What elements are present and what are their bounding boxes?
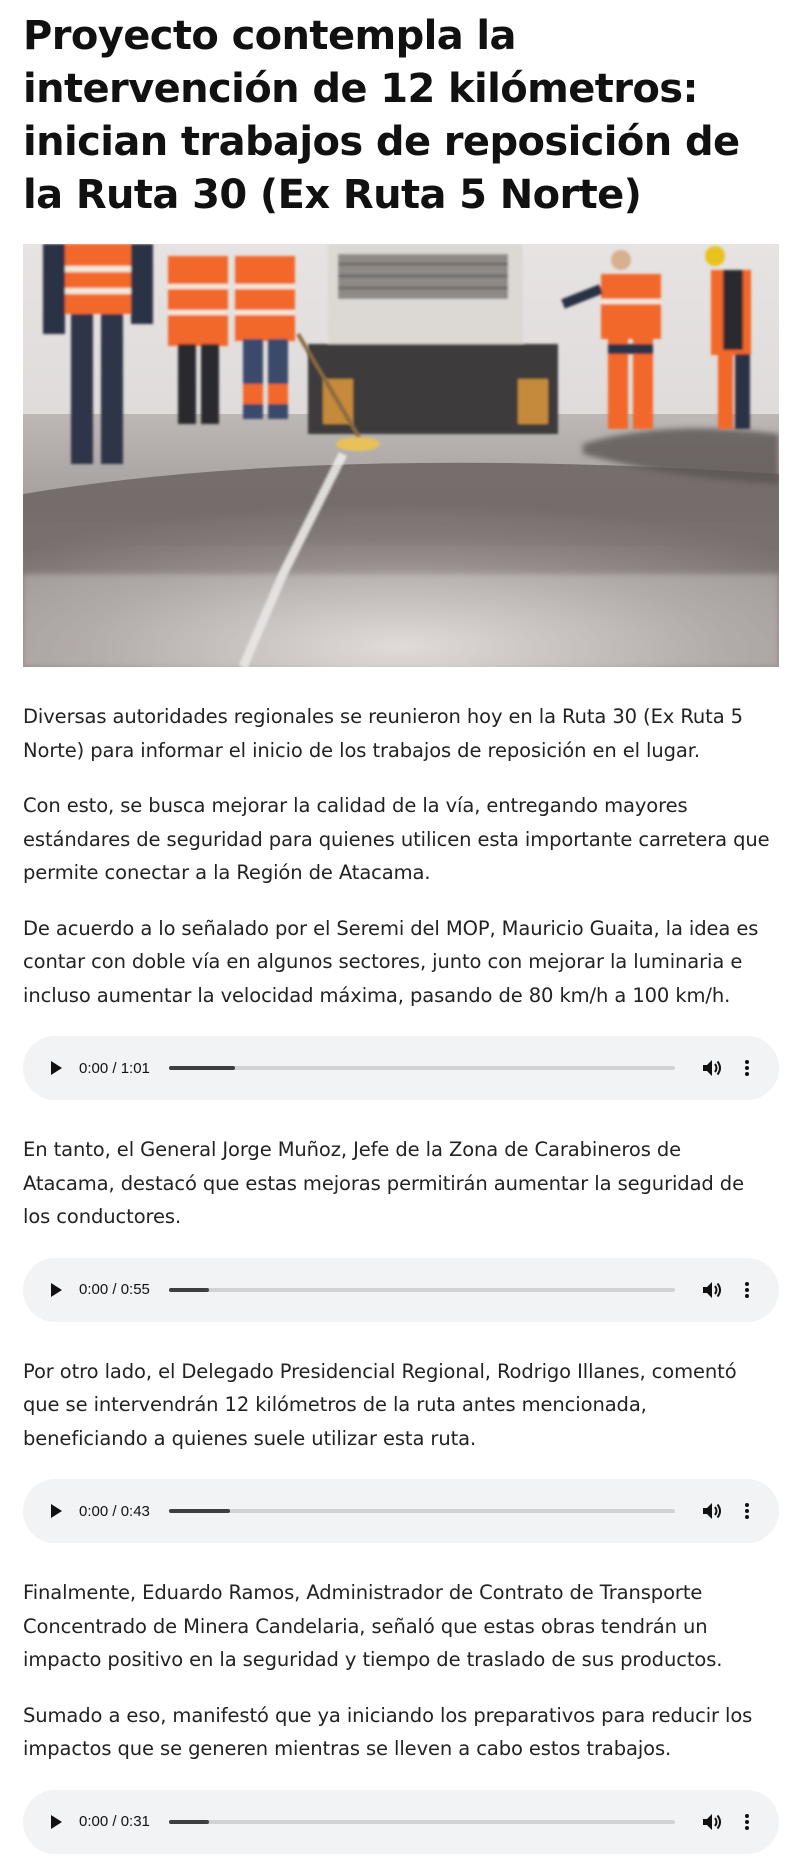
audio-buffered-bar — [169, 1820, 209, 1824]
audio-time: 0:00 / 0:31 — [79, 1813, 150, 1830]
audio-progress-track[interactable] — [169, 1288, 675, 1292]
hero-image — [23, 244, 779, 667]
audio-player[interactable] — [23, 1036, 779, 1100]
volume-icon — [702, 1281, 722, 1299]
more-options-button[interactable] — [737, 1279, 757, 1301]
more-options-button[interactable] — [737, 1057, 757, 1079]
audio-time: 0:00 / 1:01 — [79, 1059, 150, 1077]
play-icon — [49, 1814, 63, 1830]
volume-button[interactable] — [701, 1500, 723, 1522]
more-options-button[interactable] — [737, 1500, 757, 1522]
more-options-icon — [744, 1281, 750, 1299]
article-paragraph: Diversas autoridades regionales se reunieron hoy en la Ruta 30 (Ex Ruta 5 Norte) para informar el inicio de los trabajos de reposición en el lugar. — [23, 705, 743, 762]
article-paragraph: Por otro lado, el Delegado Presidencial Regional, Rodrigo Illanes, comentó que se intervendrán 12 kilómetros de la ruta antes mencionada, beneficiando a quienes suele utilizar esta ruta. — [23, 1359, 737, 1450]
article-paragraph: En tanto, el General Jorge Muñoz, Jefe de la Zona de Carabineros de Atacama, destacó que estas mejoras permitirán aumentar la seguridad de los conductores. — [23, 1138, 744, 1228]
volume-button[interactable] — [701, 1057, 723, 1079]
play-button[interactable] — [45, 1500, 67, 1522]
road-works-photo-icon — [23, 244, 779, 667]
audio-buffered-bar — [169, 1288, 209, 1292]
audio-time: 0:00 / 0:55 — [79, 1281, 150, 1298]
play-icon — [49, 1503, 63, 1519]
audio-progress-track[interactable] — [169, 1509, 675, 1513]
audio-buffered-bar — [169, 1509, 230, 1513]
volume-icon — [702, 1502, 722, 1520]
article-paragraph: Con esto, se busca mejorar la calidad de la vía, entregando mayores estándares de seguridad para quienes utilicen esta importante carretera que permite conectar a la Región de Atacama. — [23, 794, 770, 884]
play-button[interactable] — [45, 1057, 67, 1079]
audio-time: 0:00 / 0:43 — [79, 1502, 150, 1520]
play-icon — [49, 1060, 63, 1076]
volume-icon — [702, 1813, 722, 1831]
audio-player[interactable] — [23, 1258, 779, 1322]
volume-button[interactable] — [701, 1279, 723, 1301]
volume-icon — [702, 1059, 722, 1077]
audio-progress-track[interactable] — [169, 1066, 675, 1070]
more-options-button[interactable] — [737, 1811, 757, 1833]
audio-player[interactable] — [23, 1790, 779, 1854]
play-icon — [49, 1282, 63, 1298]
article-paragraph: Finalmente, Eduardo Ramos, Administrador de Contrato de Transporte Concentrado de Minera Candelaria, señaló que estas obras tendrán un impacto positivo en la seguridad y tiempo de traslado de sus productos. — [23, 1581, 723, 1671]
audio-player[interactable] — [23, 1479, 779, 1543]
more-options-icon — [744, 1813, 750, 1831]
article-paragraph: Sumado a eso, manifestó que ya iniciando los preparativos para reducir los impactos que se generen mientras se lleven a cabo estos trabajos. — [23, 1703, 753, 1760]
article-headline: Proyecto contempla la intervención de 12 kilómetros: inician trabajos de reposición de la Ruta 30 (Ex Ruta 5 Norte) — [23, 13, 740, 218]
more-options-icon — [744, 1059, 750, 1077]
play-button[interactable] — [45, 1811, 67, 1833]
audio-progress-track[interactable] — [169, 1820, 675, 1824]
audio-buffered-bar — [169, 1066, 235, 1070]
more-options-icon — [744, 1502, 750, 1520]
article-paragraph: De acuerdo a lo señalado por el Seremi del MOP, Mauricio Guaita, la idea es contar con doble vía en algunos sectores, junto con mejorar la luminaria e incluso aumentar la velocidad máxima, pasando de 80 km/h a 100 km/h. — [23, 916, 759, 1007]
volume-button[interactable] — [701, 1811, 723, 1833]
play-button[interactable] — [45, 1279, 67, 1301]
